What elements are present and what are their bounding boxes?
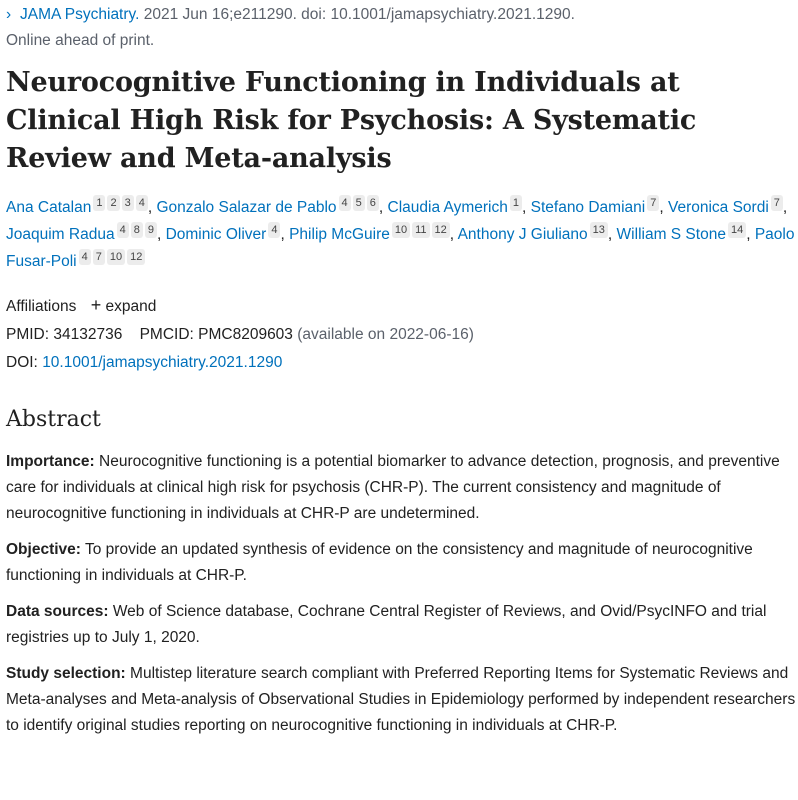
author-link[interactable]: Gonzalo Salazar de Pablo: [156, 199, 337, 216]
author-link[interactable]: William S Stone: [616, 226, 726, 243]
affiliation-badge[interactable]: 7: [771, 195, 783, 211]
affiliation-badge[interactable]: 3: [122, 195, 134, 211]
author-link[interactable]: Paolo Fusar-Poli: [6, 226, 795, 270]
section-label: Importance:: [6, 453, 95, 470]
plus-icon[interactable]: +: [90, 295, 102, 315]
doi-link[interactable]: 10.1001/jamapsychiatry.2021.1290: [42, 354, 283, 371]
affiliation-badge[interactable]: 4: [268, 222, 280, 238]
citation-details: 2021 Jun 16;e211290. doi: 10.1001/jamapsychiatry.2021.1290.: [143, 6, 575, 23]
identifiers: [6, 321, 798, 377]
author-list: Ana Catalan 1 2 3 4 , Gonzalo Salazar de Pablo 4 5 6 , Claudia Aymerich 1 , Stefano Damiani 7 , Veronica Sordi 7 , Joaquim Radua 4 8 9 , Dominic Oliver 4 , Philip McGuire 10 11 12 , Anthony J Giuliano 13 , William S Stone 14 , Paolo Fusar-Poli 4 7 10 12: [6, 196, 795, 270]
affiliation-badge[interactable]: 4: [117, 222, 129, 238]
author-link[interactable]: Veronica Sordi: [667, 199, 769, 216]
affiliation-badge[interactable]: 1: [93, 195, 105, 211]
affiliation-badge[interactable]: 9: [145, 222, 157, 238]
abstract-objective: [6, 537, 796, 589]
author-link[interactable]: Dominic Oliver: [165, 226, 267, 243]
affiliation-badge[interactable]: 13: [590, 222, 608, 238]
affiliation-badge[interactable]: 14: [728, 222, 746, 238]
affiliations-toggle[interactable]: [6, 291, 798, 321]
affiliation-badge[interactable]: 1: [510, 195, 522, 211]
doi-label: DOI:: [6, 354, 38, 371]
pmcid-value: PMC8209603: [198, 326, 293, 343]
article-title: Neurocognitive Functioning in Individuals at Clinical High Risk for Psychosis: A Systematic Review and Meta-analysis: [6, 67, 697, 174]
section-label: Study selection:: [6, 665, 126, 682]
affiliation-badge[interactable]: 7: [647, 195, 659, 211]
abstract-heading: Abstract: [6, 407, 101, 432]
affiliation-badge[interactable]: 7: [93, 249, 105, 265]
journal-link[interactable]: JAMA Psychiatry.: [20, 6, 140, 23]
chevron-right-icon[interactable]: ›: [6, 6, 12, 23]
affiliation-badge[interactable]: 10: [392, 222, 410, 238]
abstract-importance: [6, 449, 796, 527]
abstract-body: [6, 449, 798, 739]
author-link[interactable]: Joaquim Radua: [6, 226, 115, 243]
author-link[interactable]: Claudia Aymerich: [387, 199, 508, 216]
section-label: Objective:: [6, 541, 81, 558]
pmc-availability-note: (available on 2022-06-16): [297, 326, 474, 343]
author-link[interactable]: Ana Catalan: [6, 199, 92, 216]
affiliation-badge[interactable]: 4: [136, 195, 148, 211]
abstract-study-selection: [6, 661, 796, 739]
affiliations-label: Affiliations: [6, 298, 77, 315]
pmid-row: [6, 321, 798, 349]
pmcid-label: PMCID:: [139, 326, 194, 343]
abstract-data-sources: [6, 599, 796, 651]
section-text: Web of Science database, Cochrane Central Register of Reviews, and Ovid/PsycINFO and trial registries up to July 1, 2020.: [6, 603, 767, 646]
affiliation-badge[interactable]: 10: [107, 249, 125, 265]
affiliation-badge[interactable]: 6: [367, 195, 379, 211]
citation-line: [6, 2, 798, 54]
section-label: Data sources:: [6, 603, 109, 620]
section-text: Neurocognitive functioning is a potential biomarker to advance detection, prognosis, and preventive care for individuals at clinical high risk for psychosis (CHR-P). The current consistency and magnitude of neurocognitive functioning in individuals at CHR-P are undetermined.: [6, 453, 780, 522]
affiliation-badge[interactable]: 4: [79, 249, 91, 265]
publication-status: Online ahead of print.: [6, 32, 155, 49]
section-text: Multistep literature search compliant with Preferred Reporting Items for Systematic Reviews and Meta-analyses and Meta-analysis of Observational Studies in Epidemiology performed by independent researchers to identify original studies reporting on neurocognitive functioning in individuals at CHR-P.: [6, 665, 796, 734]
affiliation-badge[interactable]: 8: [131, 222, 143, 238]
doi-row: [6, 349, 798, 377]
affiliation-badge[interactable]: 2: [107, 195, 119, 211]
affiliation-badge[interactable]: 11: [412, 222, 429, 238]
section-text: To provide an updated synthesis of evidence on the consistency and magnitude of neurocognitive functioning in individuals at CHR-P.: [6, 541, 753, 584]
pmid-label: PMID:: [6, 326, 50, 343]
affiliation-badge[interactable]: 5: [353, 195, 365, 211]
expand-label[interactable]: expand: [105, 298, 157, 315]
affiliation-badge[interactable]: 12: [127, 249, 145, 265]
author-link[interactable]: Stefano Damiani: [530, 199, 646, 216]
author-link[interactable]: Philip McGuire: [289, 226, 390, 243]
affiliation-badge[interactable]: 4: [339, 195, 351, 211]
author-link[interactable]: Anthony J Giuliano: [457, 226, 588, 243]
affiliation-badge[interactable]: 12: [432, 222, 450, 238]
pmid-value: 34132736: [53, 326, 123, 343]
